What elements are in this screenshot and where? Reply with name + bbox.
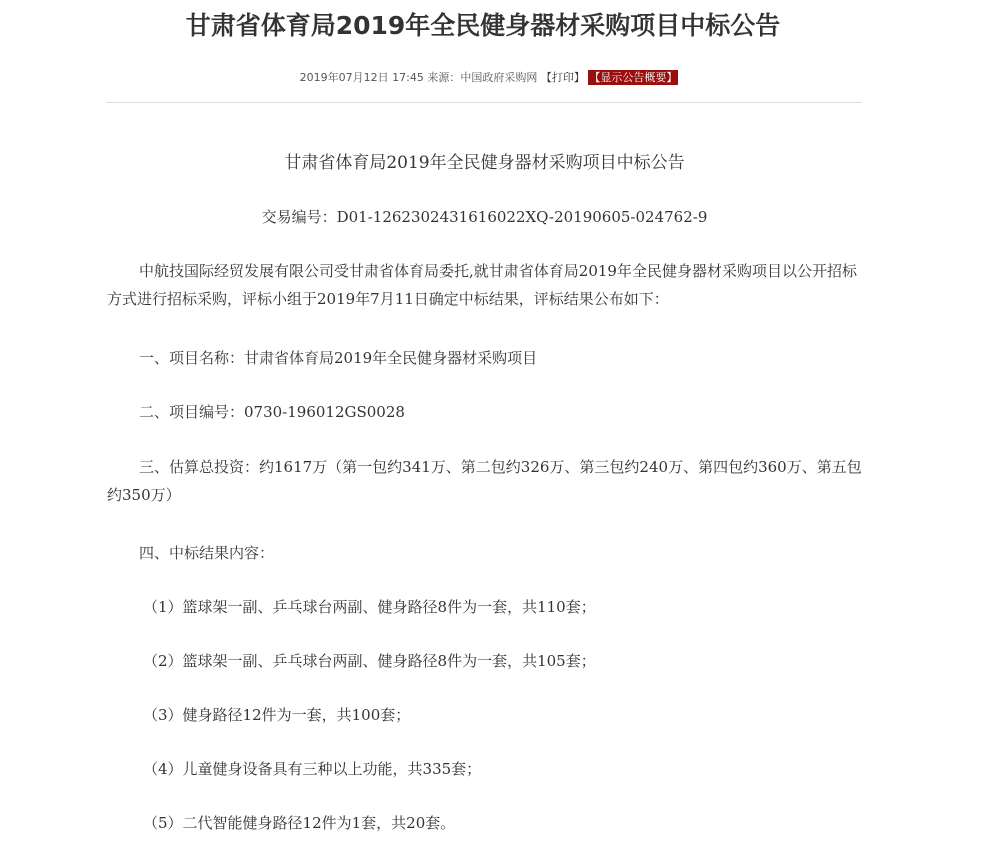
article-meta (0, 69, 978, 87)
result-item: （4）儿童健身设备具有三种以上功能，共335套； (143, 760, 482, 778)
source-label: 来源： (427, 71, 461, 84)
print-link[interactable]: 【打印】 (540, 71, 585, 84)
result-item: （3）健身路径12件为一套，共100套； (143, 706, 411, 724)
transaction-number: 交易编号：D01-1262302431616022XQ-20190605-024762-9 (261, 208, 708, 226)
result-heading: 四、中标结果内容： (139, 544, 275, 562)
project-name: 一、项目名称：甘肃省体育局2019年全民健身器材采购项目 (139, 349, 538, 367)
publish-date: 2019年07月12日 17:45 (299, 71, 424, 84)
show-summary-button[interactable]: 【显示公告概要】 (589, 71, 678, 84)
source-value: 中国政府采购网 (460, 71, 538, 84)
document-title: 甘肃省体育局2019年全民健身器材采购项目中标公告 (284, 153, 685, 173)
header-divider (106, 102, 862, 103)
result-item: （5）二代智能健身路径12件为1套，共20套。 (143, 814, 456, 832)
investment-estimate: 三、估算总投资：约1617万（第一包约341万、第二包约326万、第三包约240万、第四包约360万、第五包约350万） (107, 458, 862, 504)
page-title: 甘肃省体育局2019年全民健身器材采购项目中标公告 (185, 11, 781, 40)
result-item: （1）篮球架一副、乒乓球台两副、健身路径8件为一套，共110套； (143, 598, 596, 616)
result-item: （2）篮球架一副、乒乓球台两副、健身路径8件为一套，共105套； (143, 652, 596, 670)
intro-paragraph: 中航技国际经贸发展有限公司受甘肃省体育局委托,就甘肃省体育局2019年全民健身器材采购项目以公开招标方式进行招标采购，评标小组于2019年7月11日确定中标结果，评标结果公布如下： (107, 262, 857, 308)
project-number: 二、项目编号：0730-196012GS0028 (139, 403, 405, 421)
